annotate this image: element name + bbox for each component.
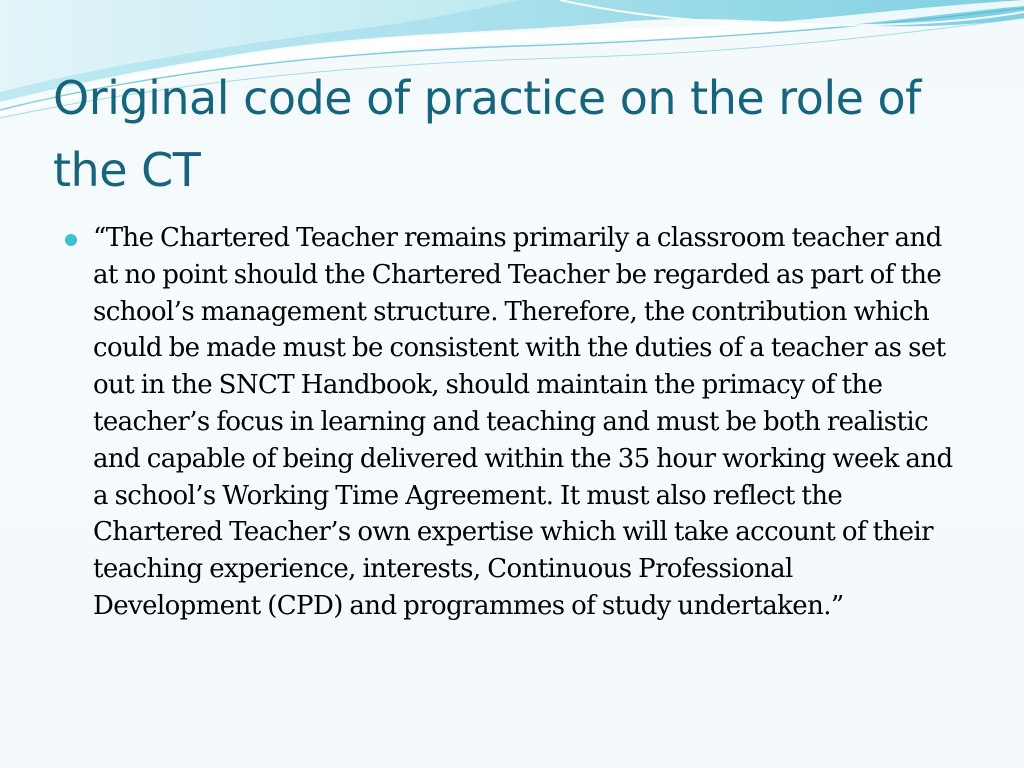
slide-title: Original code of practice on the role of the CT	[53, 71, 921, 197]
bullet-text: “The Chartered Teacher remains primarily a classroom teacher and at no point should the Chartered Teacher be regarded as part of the school’s management structure. Therefore, the contribution which could be made must be consistent with the duties of a teacher as set out in the SNCT Handbook, should maintain the primacy of the teacher’s focus in learning and teaching and must be both realistic and capable of being delivered within the 35 hour working week and a school’s Working Time Agreement. It must also reflect the Chartered Teacher’s own expertise which will take account of their teaching experience, interests, Continuous Professional Development (CPD) and programmes of study undertaken.”	[93, 223, 953, 621]
bullet-list	[60, 220, 960, 625]
bullet-item	[60, 220, 960, 625]
bullet-dot-icon	[65, 234, 77, 246]
